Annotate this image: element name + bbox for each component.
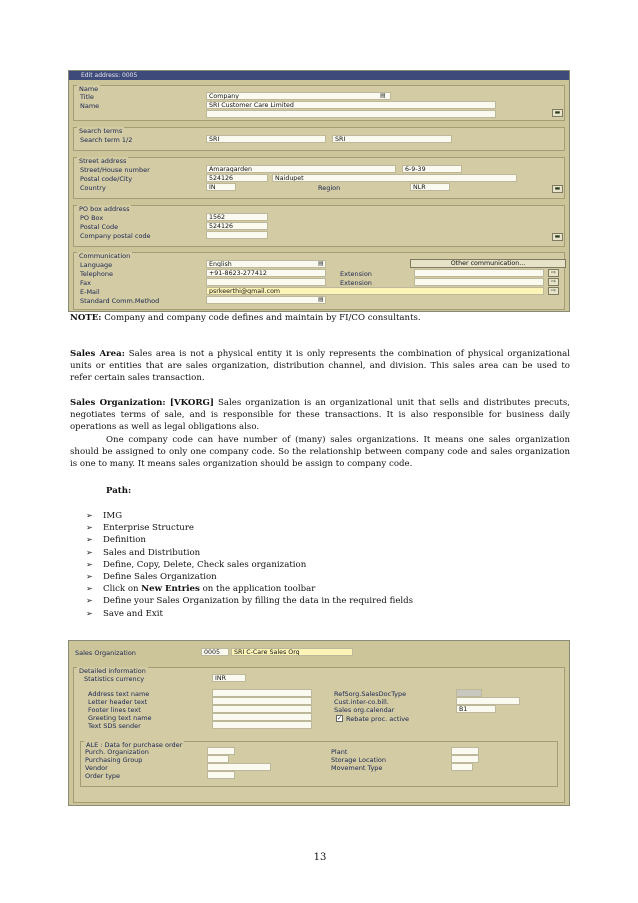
order-type-label: Order type bbox=[85, 772, 121, 780]
sales-org-text: Sales organization is an organizational unit that sells and distributes precuts, negotiates terms of sale, and is responsible for these transactions. It is also responsible for business daily operations as well as legal obligations also. bbox=[70, 398, 570, 433]
extension-label: Extension bbox=[340, 270, 372, 278]
note-label: NOTE: bbox=[70, 313, 102, 323]
arrow-icon[interactable]: ⇨ bbox=[548, 278, 559, 286]
search-term-2-field[interactable]: SRI bbox=[332, 135, 452, 143]
search-group-title: Search terms bbox=[79, 127, 123, 135]
arrow-bullet-icon: ➢ bbox=[86, 584, 93, 594]
street-group-title: Street address bbox=[79, 157, 127, 165]
rebate-checkbox[interactable]: ✓ bbox=[337, 715, 343, 722]
company-postal-field[interactable] bbox=[206, 231, 268, 239]
pobox-field[interactable]: 1562 bbox=[206, 213, 268, 221]
address-text-field[interactable] bbox=[212, 689, 312, 697]
list-item: ➢ Define Sales Organization bbox=[86, 571, 217, 582]
sales-org-code-field[interactable]: 0005 bbox=[201, 648, 229, 656]
region-label: Region bbox=[318, 184, 341, 192]
company-code-paragraph: One company code can have number of (many) sales organizations. It means one sales organization should be assigned to only one company code. So the relationship between company code and sales organization is one to many. It means sales organization should be assign to company code. bbox=[70, 435, 570, 470]
address-text-label: Address text name bbox=[88, 690, 150, 698]
storage-field[interactable] bbox=[451, 755, 479, 763]
detailed-info-group bbox=[73, 667, 565, 803]
window-title: Edit address: 0005 bbox=[69, 71, 569, 80]
arrow-bullet-icon: ➢ bbox=[86, 608, 93, 618]
plant-field[interactable] bbox=[451, 747, 479, 755]
refsorg-label: RefSorg.SalesDocType bbox=[334, 690, 407, 698]
letter-header-field[interactable] bbox=[212, 697, 312, 705]
street-field[interactable]: Amaragarden bbox=[206, 165, 396, 173]
comm-group-title: Communication bbox=[79, 252, 131, 260]
pobox-label: PO Box bbox=[80, 214, 104, 222]
postal-code-label: Postal Code bbox=[80, 223, 119, 231]
sales-calendar-label: Sales org.calendar bbox=[334, 706, 395, 714]
dropdown-icon[interactable]: ▤ bbox=[318, 296, 324, 303]
std-comm-method-field[interactable] bbox=[206, 296, 326, 304]
detail-group-title: Detailed information bbox=[79, 667, 146, 675]
arrow-bullet-icon: ➢ bbox=[86, 511, 93, 520]
list-item: ➢ IMG bbox=[86, 511, 123, 521]
dropdown-icon[interactable]: ▤ bbox=[318, 260, 324, 267]
purch-group-field[interactable] bbox=[207, 755, 229, 763]
house-number-field[interactable]: 6-9-39 bbox=[402, 165, 462, 173]
purch-org-label: Purch. Organization bbox=[85, 748, 149, 756]
greeting-label: Greeting text name bbox=[88, 714, 152, 722]
communication-group bbox=[73, 252, 565, 310]
path-label: Path: bbox=[106, 486, 132, 496]
postal-code-field[interactable]: 524126 bbox=[206, 174, 268, 182]
arrow-bullet-icon: ➢ bbox=[86, 596, 93, 606]
page-number: 13 bbox=[313, 852, 327, 863]
text-sds-field[interactable] bbox=[212, 721, 312, 729]
arrow-icon[interactable]: ⇨ bbox=[548, 287, 559, 295]
search-term-label: Search term 1/2 bbox=[80, 136, 133, 144]
sales-org-name-field[interactable]: SRI C-Care Sales Org bbox=[231, 648, 353, 656]
country-label: Country bbox=[80, 184, 106, 192]
street-label: Street/House number bbox=[80, 166, 150, 174]
list-item: ➢ Sales and Distribution bbox=[86, 547, 201, 558]
vendor-field[interactable] bbox=[207, 763, 271, 771]
search-terms-group bbox=[73, 127, 565, 151]
purch-org-field[interactable] bbox=[207, 747, 235, 755]
email-label: E-Mail bbox=[80, 288, 100, 296]
sales-org-label: Sales Organization bbox=[75, 649, 136, 657]
city-field[interactable]: Naidupet bbox=[272, 174, 517, 182]
plant-label: Plant bbox=[331, 748, 348, 756]
list-item: ➢ Save and Exit bbox=[86, 608, 163, 619]
order-type-field[interactable] bbox=[207, 771, 235, 779]
note-text: Company and company code defines and maintain by FI/CO consultants. bbox=[101, 313, 421, 323]
path-list bbox=[86, 510, 413, 620]
dropdown-icon[interactable]: ▤ bbox=[380, 92, 386, 99]
sales-area-label: Sales Area: bbox=[70, 349, 125, 359]
cust-inter-field[interactable] bbox=[456, 697, 520, 705]
fax-field[interactable] bbox=[206, 278, 326, 286]
footer-lines-field[interactable] bbox=[212, 705, 312, 713]
language-label: Language bbox=[80, 261, 113, 269]
list-item: ➢ Enterprise Structure bbox=[86, 523, 195, 534]
greeting-field[interactable] bbox=[212, 713, 312, 721]
expand-icon[interactable]: ▬ bbox=[552, 109, 563, 117]
edit-address-screen bbox=[68, 70, 570, 312]
stat-currency-field[interactable]: INR bbox=[212, 674, 246, 682]
ale-group bbox=[80, 741, 558, 787]
movement-label: Movement Type bbox=[331, 764, 383, 772]
sales-area-text: Sales area is not a physical entity it is only represents the combination of physical organizational units or entities that are sales organization, distribution channel, and division. This sales area can be used to refer certain sales transaction. bbox=[70, 349, 570, 384]
company-postal-label: Company postal code bbox=[80, 232, 151, 240]
arrow-bullet-icon: ➢ bbox=[86, 547, 93, 557]
stat-currency-label: Statistics currency bbox=[84, 675, 145, 683]
sales-org-screen bbox=[68, 640, 570, 806]
country-field[interactable]: IN bbox=[206, 183, 236, 191]
list-item: ➢ Definition bbox=[86, 535, 146, 546]
postal-city-label: Postal code/City bbox=[80, 175, 133, 183]
title-field[interactable]: Company bbox=[206, 92, 391, 100]
arrow-bullet-icon: ➢ bbox=[86, 535, 93, 545]
letter-header-label: Letter header text bbox=[88, 698, 148, 706]
expand-icon[interactable]: ▬ bbox=[552, 233, 563, 241]
fax-label: Fax bbox=[80, 279, 91, 287]
arrow-icon[interactable]: ⇨ bbox=[548, 269, 559, 277]
ale-group-title: ALE : Data for purchase order bbox=[86, 741, 183, 749]
refsorg-field[interactable] bbox=[456, 689, 482, 697]
sales-org-label: Sales Organization: [VKORG] bbox=[70, 398, 214, 408]
rebate-label: Rebate proc. active bbox=[346, 715, 410, 723]
name-group bbox=[73, 85, 565, 121]
storage-label: Storage Location bbox=[331, 756, 386, 764]
arrow-bullet-icon: ➢ bbox=[86, 571, 93, 581]
name-field-2[interactable] bbox=[206, 110, 496, 118]
sales-org-paragraph bbox=[70, 397, 570, 434]
pobox-group-title: PO box address bbox=[79, 205, 130, 213]
sales-calendar-field[interactable]: B1 bbox=[456, 705, 496, 713]
telephone-field[interactable]: +91-8623-277412 bbox=[206, 269, 326, 277]
movement-field[interactable] bbox=[451, 763, 473, 771]
vendor-label: Vendor bbox=[85, 764, 108, 772]
other-communication-button[interactable]: Other communication... bbox=[410, 259, 566, 268]
region-field[interactable]: NLR bbox=[410, 183, 450, 191]
street-address-group bbox=[73, 157, 565, 199]
list-item: ➢ Define, Copy, Delete, Check sales organization bbox=[86, 559, 307, 570]
footer-lines-label: Footer lines text bbox=[88, 706, 141, 714]
note-paragraph bbox=[70, 312, 570, 324]
text-sds-label: Text SDS sender bbox=[88, 722, 141, 730]
sales-area-paragraph bbox=[70, 348, 570, 385]
expand-icon[interactable]: ▬ bbox=[552, 185, 563, 193]
arrow-bullet-icon: ➢ bbox=[86, 523, 93, 533]
fax-extension-label: Extension bbox=[340, 279, 372, 287]
name-label: Name bbox=[80, 102, 100, 110]
email-field[interactable]: psrkeerthi@gmail.com bbox=[206, 287, 544, 295]
title-label: Title bbox=[80, 93, 94, 101]
extension-field[interactable] bbox=[414, 269, 544, 277]
search-term-1-field[interactable]: SRI bbox=[206, 135, 326, 143]
list-item: ➢ Click on New Entries on the application toolbar bbox=[86, 584, 316, 595]
telephone-label: Telephone bbox=[80, 270, 114, 278]
pobox-postal-field[interactable]: 524126 bbox=[206, 222, 268, 230]
list-item: ➢ Define your Sales Organization by filling the data in the required fields bbox=[86, 596, 414, 607]
po-box-group bbox=[73, 205, 565, 247]
language-field[interactable]: English bbox=[206, 260, 326, 268]
purch-group-label: Purchasing Group bbox=[85, 756, 143, 764]
arrow-bullet-icon: ➢ bbox=[86, 559, 93, 569]
cust-inter-label: Cust.inter-co.bill. bbox=[334, 698, 389, 706]
name-field[interactable]: SRI Customer Care Limited bbox=[206, 101, 496, 109]
fax-extension-field[interactable] bbox=[414, 278, 544, 286]
std-comm-method-label: Standard Comm.Method bbox=[80, 297, 160, 305]
name-group-title: Name bbox=[79, 85, 99, 93]
